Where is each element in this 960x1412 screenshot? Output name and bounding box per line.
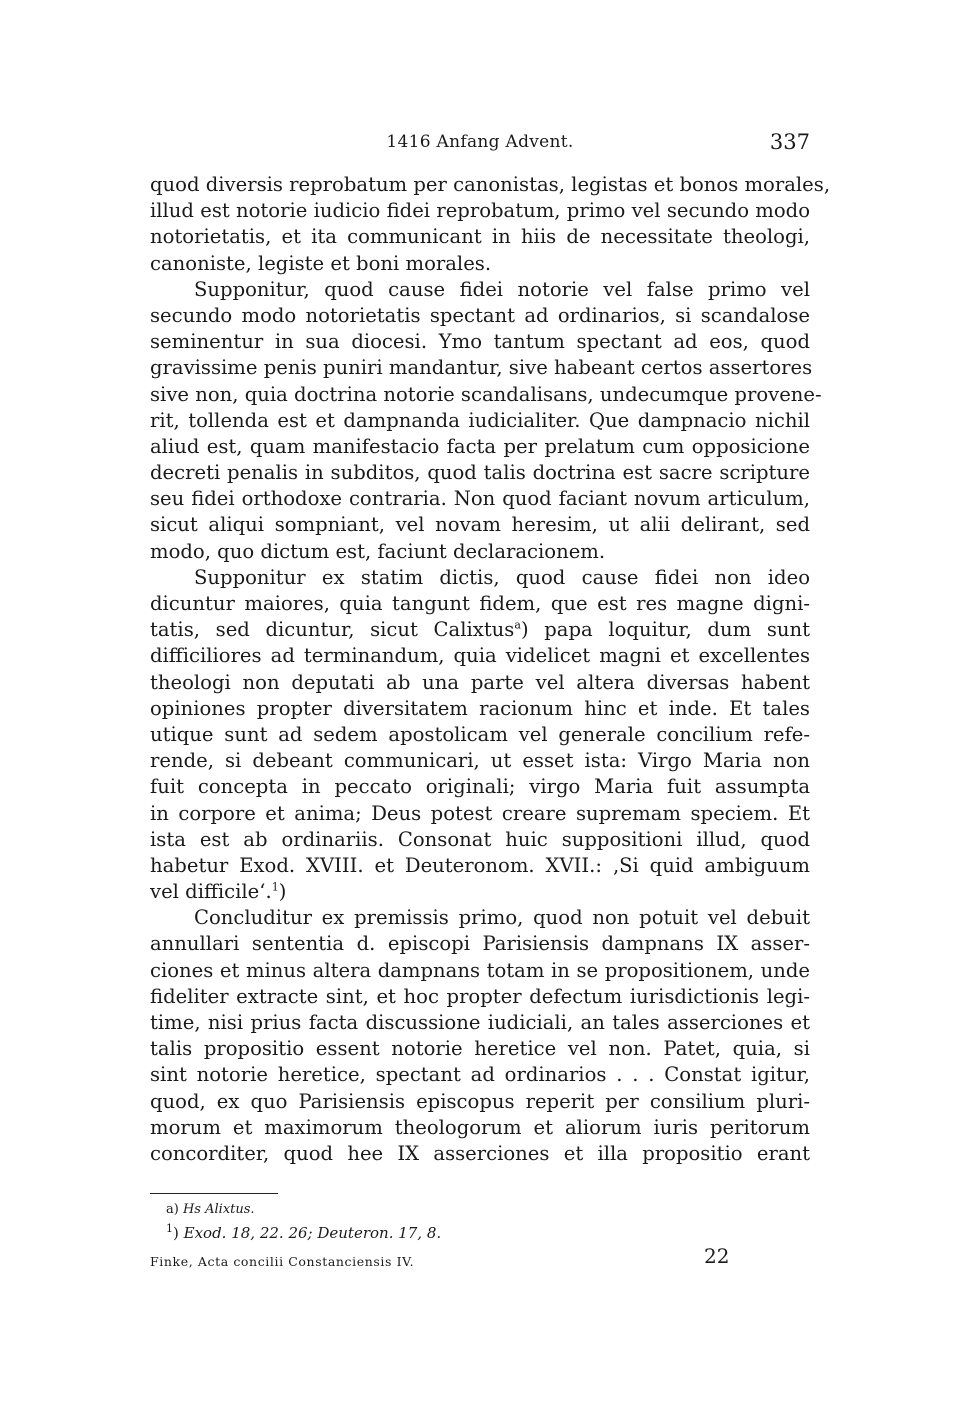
text-line: quod, ex quo Parisiensis episcopus reperit per consilium pluri-: [150, 1089, 810, 1113]
text-line: habetur Exod. XVIII. et Deuteronom. XVII.: ‚Si quid ambiguum: [150, 853, 810, 877]
paragraph-start-line: Supponitur, quod cause fidei notorie vel false primo vel: [194, 277, 810, 301]
text-line: opiniones propter diversitatem racionum hinc et inde. Et tales: [150, 696, 810, 720]
text-line: utique sunt ad sedem apostolicam vel generale concilium refe-: [150, 722, 810, 746]
text-line: concorditer, quod hee IX asserciones et illa propositio erant: [150, 1141, 810, 1165]
text-line: rende, si debeant communicari, ut esset ista: Virgo Maria non: [150, 749, 810, 773]
page-number: 337: [769, 130, 810, 154]
text-line: theologi non deputati ab una parte vel altera diversas habent: [150, 670, 810, 694]
text-line: in corpore et anima; Deus potest creare supremam speciem. Et: [150, 801, 810, 825]
text-line: difficiliores ad terminandum, quia videlicet magni et excellentes: [150, 644, 810, 668]
paragraph-start-line: Concluditur ex premissis primo, quod non potuit vel debuit: [194, 906, 810, 930]
text-segment: vel difficile‘.: [150, 880, 272, 904]
signature-number: 22: [704, 1244, 730, 1268]
footnote-a: [166, 1202, 255, 1217]
text-line: seminentur in sua diocesi. Ymo tantum spectant ad eos, quod: [150, 330, 810, 354]
text-line: decreti penalis in subditos, quod talis doctrina est sacre scripture: [150, 461, 810, 485]
text-line: quod diversis reprobatum per canonistas, legistas et bonos morales,: [150, 173, 831, 196]
text-line: rit, tollenda est et dampnanda iudicialiter. Que dampnacio nichil: [150, 408, 810, 432]
text-line: fideliter extracte sint, et hoc propter defectum iurisdictionis legi-: [150, 984, 810, 1008]
text-line: morum et maximorum theologorum et aliorum iuris peritorum: [150, 1115, 810, 1139]
text-line: time, nisi prius facta discussione iudiciali, an tales asserciones et: [150, 1011, 810, 1034]
text-line: sint notorie heretice, spectant ad ordinarios . . . Constat igitur,: [150, 1063, 810, 1087]
text-line: ista est ab ordinariis. Consonat huic suppositioni illud, quod: [150, 827, 810, 851]
footnote-marker: a): [166, 1202, 179, 1217]
footnote-1: $^1$) Exod. 18, 22. 26; Deuteron. 17, 8.: [166, 1222, 442, 1242]
text-segment: tatis, sed dicuntur, sicut Calixtus: [150, 618, 515, 642]
text-line: secundo modo notorietatis spectant ad ordinarios, si scandalose: [150, 303, 810, 327]
text-line-calixtus: [150, 617, 810, 643]
text-line: canoniste, legiste et boni morales.: [150, 251, 492, 275]
text-line-difficile: [150, 879, 810, 905]
text-line: gravissime penis puniri mandantur, sive habeant certos assertores: [150, 356, 813, 380]
footnote-text: Exod. 18, 22. 26; Deuteron. 17, 8.: [183, 1224, 442, 1242]
text-line: notorietatis, et ita communicant in hiis de necessitate theologi,: [150, 225, 810, 249]
footnote-divider: [150, 1193, 278, 1194]
text-line: talis propositio essent notorie heretice vel non. Patet, quia, si: [150, 1037, 810, 1061]
text-line: fuit concepta in peccato originali; virgo Maria fuit assumpta: [150, 775, 810, 799]
text-segment: ): [278, 880, 287, 904]
text-line: modo, quo dictum est, faciunt declaracionem.: [150, 539, 606, 563]
text-line: ciones et minus altera dampnans totam in se propositionem, unde: [150, 958, 810, 982]
text-line: illud est notorie iudicio fidei reprobatum, primo vel secundo modo: [150, 199, 810, 223]
footnote-ref-1: 1: [271, 880, 279, 894]
footnote-ref-a: a: [514, 618, 521, 632]
text-line: seu fidei orthodoxe contraria. Non quod faciant novum articulum,: [150, 487, 810, 511]
footnote-text: Hs Alixtus.: [182, 1202, 255, 1217]
text-line: aliud est, quam manifestacio facta per prelatum cum opposicione: [150, 434, 810, 458]
text-segment: ) papa loquitur, dum sunt: [520, 618, 811, 642]
text-line: dicuntur maiores, quia tangunt fidem, que est res magne digni-: [150, 592, 810, 615]
running-header: 1416 Anfang Advent.: [386, 132, 574, 152]
text-line: annullari sententia d. episcopi Parisiensis dampnans IX asser-: [150, 932, 810, 956]
main-text: [150, 172, 831, 1167]
footnote-marker: 1: [166, 1222, 173, 1235]
text-line: sicut aliqui sompniant, vel novam heresim, ut alii delirant, sed: [150, 513, 810, 537]
paragraph-start-line: Supponitur ex statim dictis, quod cause fidei non ideo: [194, 565, 810, 589]
source-line: Finke, Acta concilii Constanciensis IV.: [150, 1254, 415, 1269]
text-line: sive non, quia doctrina notorie scandalisans, undecumque provene-: [150, 382, 822, 406]
